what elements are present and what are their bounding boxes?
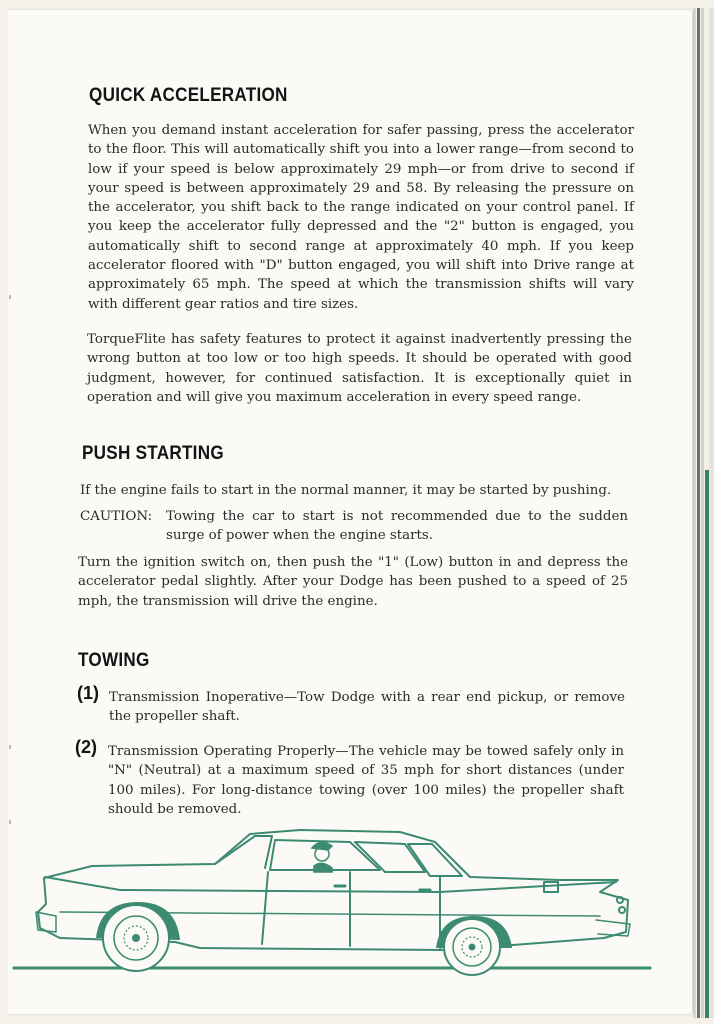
front-wheel xyxy=(103,905,169,971)
paragraph-push-starting-2: Turn the ignition switch on, then push the "1" (Low) button in and depress the accelerator pedal slightly. After your Dodge has been pushed to a speed of 25 mph, the transmission will drive the engine. xyxy=(78,555,628,609)
paragraph-push-starting-1: If the engine fails to start in the normal manner, it may be started by pushing. xyxy=(80,483,612,498)
heading-quick-acceleration: QUICK ACCELERATION xyxy=(89,85,288,106)
car-illustration xyxy=(0,820,714,990)
towing-item-number: (1) xyxy=(77,683,99,703)
binding-mark xyxy=(9,745,11,749)
caution-text: Towing the car to start is not recommended due to the sudden surge of power when the engine starts. xyxy=(166,509,628,544)
towing-item-number: (2) xyxy=(75,737,97,757)
rear-wheel xyxy=(444,919,500,975)
caution-label: CAUTION: xyxy=(80,509,153,524)
towing-item-text: Transmission Inoperative—Tow Dodge with a rear end pickup, or remove the propeller shaft. xyxy=(109,690,625,725)
heading-towing: TOWING xyxy=(78,650,150,671)
towing-item-text: Transmission Operating Properly—The vehicle may be towed safely only in "N" (Neutral) at a maximum speed of 35 mph for short distances (under 100 miles). For long-distance towing (over 100 miles) the propeller shaft should be removed. xyxy=(108,744,624,817)
driver-figure xyxy=(312,842,332,872)
paragraph-quick-acceleration-2: TorqueFlite has safety features to protect it against inadvertently pressing the wrong button at too low or too high speeds. It should be operated with good judgment, however, for continued satisfaction. It is exceptionally quiet in operation and will give you maximum acceleration in every speed range. xyxy=(87,332,632,405)
paragraph-quick-acceleration-1: When you demand instant acceleration for safer passing, press the accelerator to the floor. This will automatically shift you into a lower range—from second to low if your speed is below approximately 29 mph—or from drive to second if your speed is between approximately 29 and 58. By releasing the pressure on the accelerator, you shift back to the range indicated on your control panel. If you keep the accelerator fully depressed and the "2" button is engaged, you automatically shift to second range at approximately 40 mph. If you keep accelerator floored with "D" button engaged, you will shift into Drive range at approximately 65 mph. The speed at which the transmission shifts will vary with different gear ratios and tire sizes. xyxy=(88,123,634,312)
heading-push-starting: PUSH STARTING xyxy=(82,443,224,464)
binding-mark xyxy=(9,295,11,299)
